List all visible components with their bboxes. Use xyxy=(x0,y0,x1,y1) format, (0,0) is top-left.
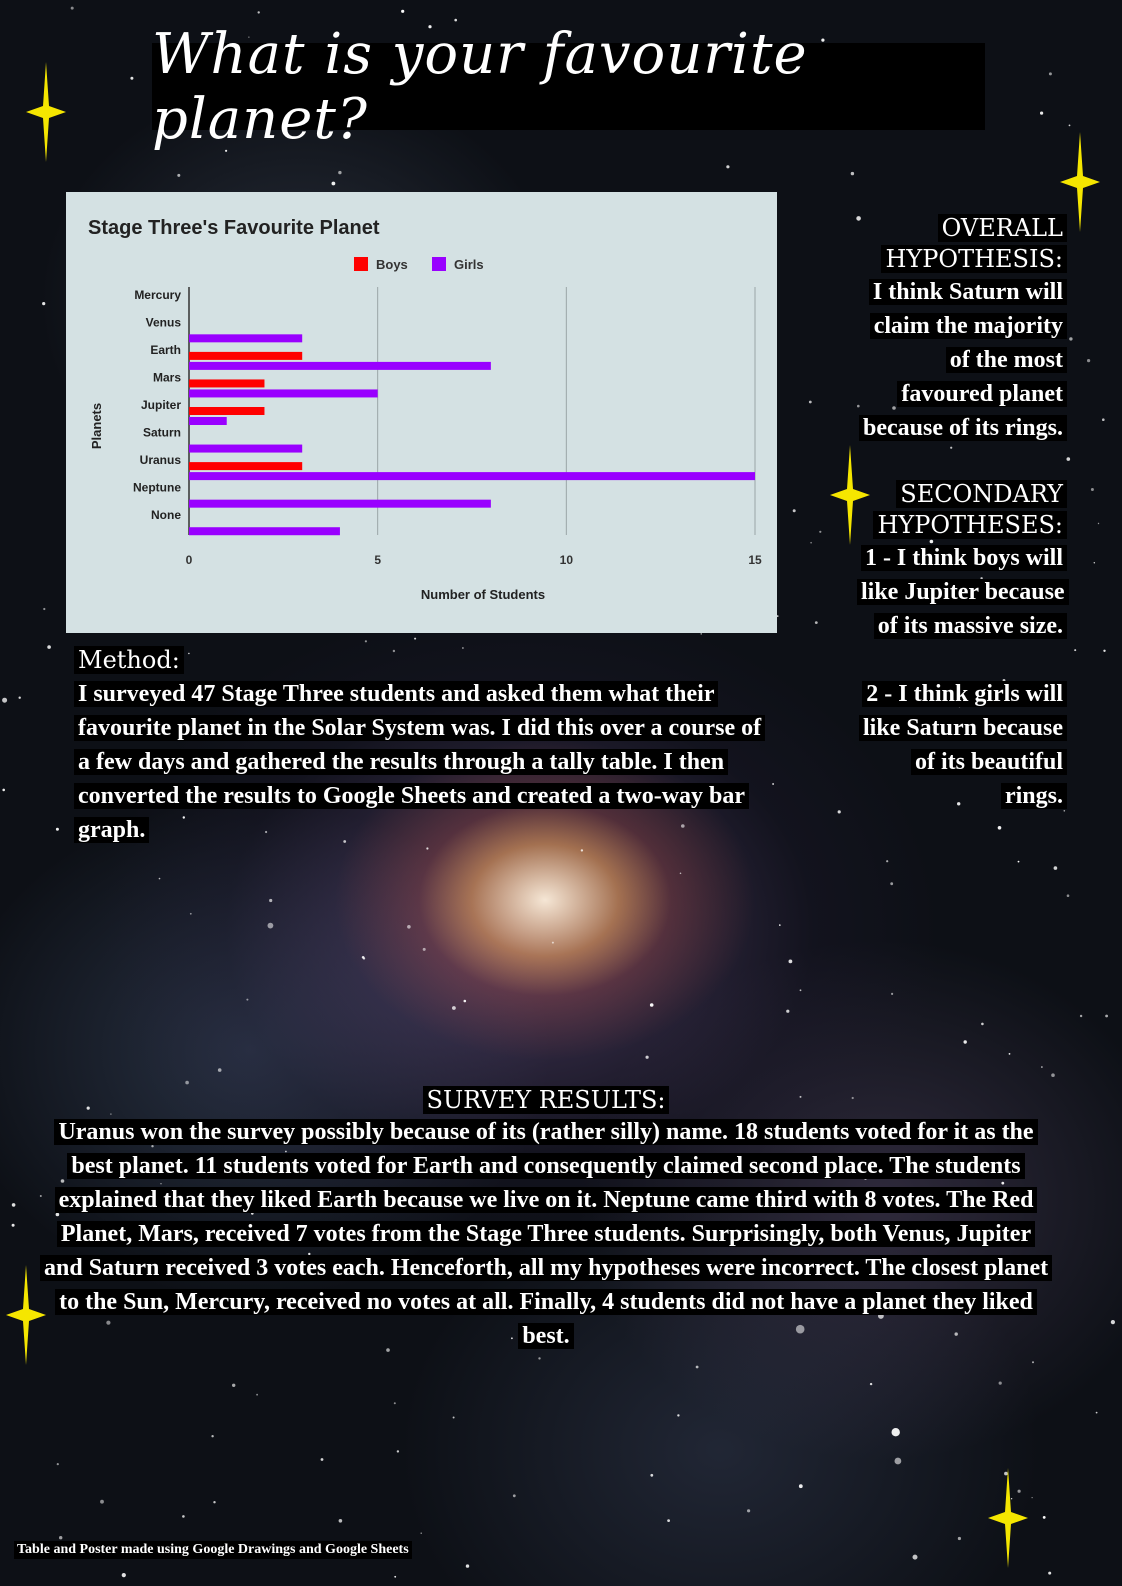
bar-girls-neptune xyxy=(189,500,491,508)
legend-swatch-boys xyxy=(354,257,368,271)
chart-svg xyxy=(66,192,777,633)
y-tick-label: Venus xyxy=(145,315,181,330)
legend-label-boys: Boys xyxy=(376,257,408,272)
bar-boys-jupiter xyxy=(189,407,264,415)
sparkle-icon xyxy=(830,445,870,545)
x-tick-label: 10 xyxy=(559,553,574,567)
x-tick-label: 0 xyxy=(185,553,193,567)
results-heading: SURVEY RESULTS: xyxy=(423,1086,670,1114)
bar-girls-none xyxy=(189,527,340,535)
y-tick-label: Jupiter xyxy=(140,398,181,412)
overall-hypothesis-body: I think Saturn will claim the majority of the most favoured planet because of its rings. xyxy=(859,279,1067,441)
secondary-hypothesis-2: 2 - I think girls will like Saturn because of its beautiful rings. xyxy=(859,681,1067,809)
results-body: Uranus won the survey possibly because of its (rather silly) name. 18 students voted for it as the best planet. 11 students voted for Earth and consequently claimed second place. The students explained that they liked Earth because we live on it. Neptune came third with 8 votes. The Red Planet, Mars, received 7 votes from the Stage Three students. Surprisingly, both Venus, Jupiter and Saturn received 3 votes each. Henceforth, all my hypotheses were incorrect. The closest planet to the Sun, Mercury, received no votes at all. Finally, 4 students did not have a planet they liked best. xyxy=(40,1119,1052,1349)
x-axis-label: Number of Students xyxy=(420,587,546,602)
bar-boys-earth xyxy=(189,352,302,360)
y-tick-label: Saturn xyxy=(142,425,181,440)
bar-girls-earth xyxy=(189,362,491,370)
overall-hypothesis-heading: OVERALL HYPOTHESIS: xyxy=(881,214,1067,273)
y-tick-label: Uranus xyxy=(139,453,181,468)
y-axis-label: Planets xyxy=(89,402,104,450)
page-title: What is your favourite planet? xyxy=(152,43,985,130)
y-tick-label: Mercury xyxy=(134,287,181,302)
results-section xyxy=(40,1085,1052,1353)
legend-swatch-girls xyxy=(432,257,446,271)
footer-credit: Table and Poster made using Google Drawings and Google Sheets xyxy=(14,1541,412,1559)
y-tick-label: None xyxy=(151,508,181,523)
y-tick-label: Earth xyxy=(150,342,181,357)
bar-girls-jupiter xyxy=(189,417,227,425)
legend-label-girls: Girls xyxy=(454,257,484,272)
y-tick-label: Neptune xyxy=(133,480,181,495)
sparkle-icon xyxy=(1060,132,1100,232)
bar-girls-saturn xyxy=(189,445,302,453)
method-heading: Method: xyxy=(74,646,184,674)
sparkle-icon xyxy=(988,1468,1028,1568)
x-tick-label: 15 xyxy=(748,553,762,567)
bar-boys-uranus xyxy=(189,462,302,470)
bar-chart xyxy=(66,192,777,633)
sparkle-icon xyxy=(6,1265,46,1365)
y-tick-label: Mars xyxy=(152,370,181,385)
x-tick-label: 5 xyxy=(374,553,382,567)
secondary-hypotheses-heading: SECONDARY HYPOTHESES: xyxy=(873,480,1067,539)
sparkle-icon xyxy=(26,62,66,162)
bar-boys-mars xyxy=(189,379,264,387)
bar-girls-uranus xyxy=(189,472,755,480)
bar-girls-mars xyxy=(189,389,378,397)
bar-girls-venus xyxy=(189,334,302,342)
method-body: I surveyed 47 Stage Three students and asked them what their favourite planet in the Solar System was. I did this over a course of a few days and gathered the results through a tally table. I then converted the results to Google Sheets and created a two-way bar graph. xyxy=(74,681,765,843)
hypotheses-section xyxy=(857,213,1067,813)
secondary-hypothesis-1: 1 - I think boys will like Jupiter because of its massive size. xyxy=(857,545,1069,639)
method-section xyxy=(74,645,774,847)
chart-title: Stage Three's Favourite Planet xyxy=(88,217,380,239)
